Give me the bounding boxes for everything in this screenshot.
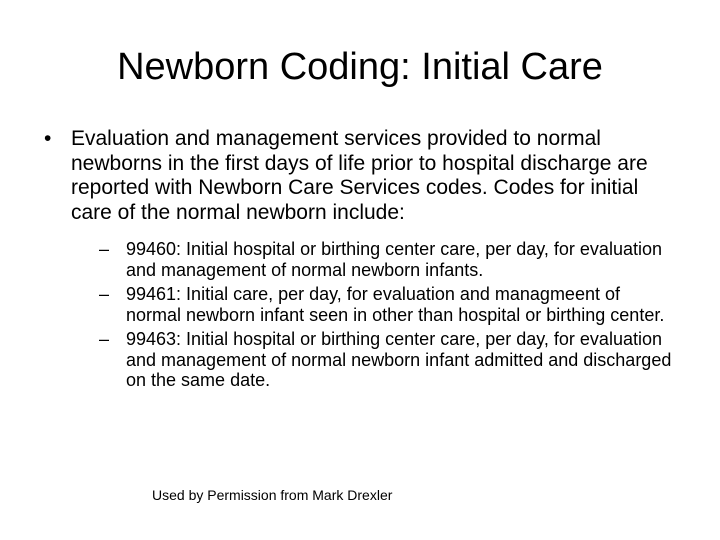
credit-line: Used by Permission from Mark Drexler bbox=[152, 487, 393, 503]
slide-title: Newborn Coding: Initial Care bbox=[117, 46, 603, 88]
code-item-text: 99461: Initial care, per day, for evaluation and managmeent of normal newborn infant seen in other than hospital or birthing center. bbox=[126, 284, 665, 325]
dash-marker: – bbox=[99, 284, 110, 304]
dash-marker: – bbox=[99, 239, 110, 259]
code-item-99460 bbox=[99, 239, 674, 280]
dash-marker: – bbox=[99, 329, 110, 349]
code-list bbox=[99, 239, 674, 391]
code-item-text: 99460: Initial hospital or birthing center care, per day, for evaluation and management of normal newborn infants. bbox=[126, 239, 662, 280]
bullet-marker: • bbox=[44, 127, 52, 150]
code-item-99463 bbox=[99, 329, 674, 391]
main-bullet-text: Evaluation and management services provided to normal newborns in the first days of life prior to hospital discharge are reported with Newborn Care Services codes. Codes for initial care of the normal newborn include: bbox=[71, 127, 648, 224]
main-bullet bbox=[44, 127, 674, 225]
code-item-99461 bbox=[99, 284, 674, 325]
code-item-text: 99463: Initial hospital or birthing center care, per day, for evaluation and management of normal newborn infant admitted and discharged on the same date. bbox=[126, 329, 672, 390]
slide-body bbox=[44, 127, 674, 395]
